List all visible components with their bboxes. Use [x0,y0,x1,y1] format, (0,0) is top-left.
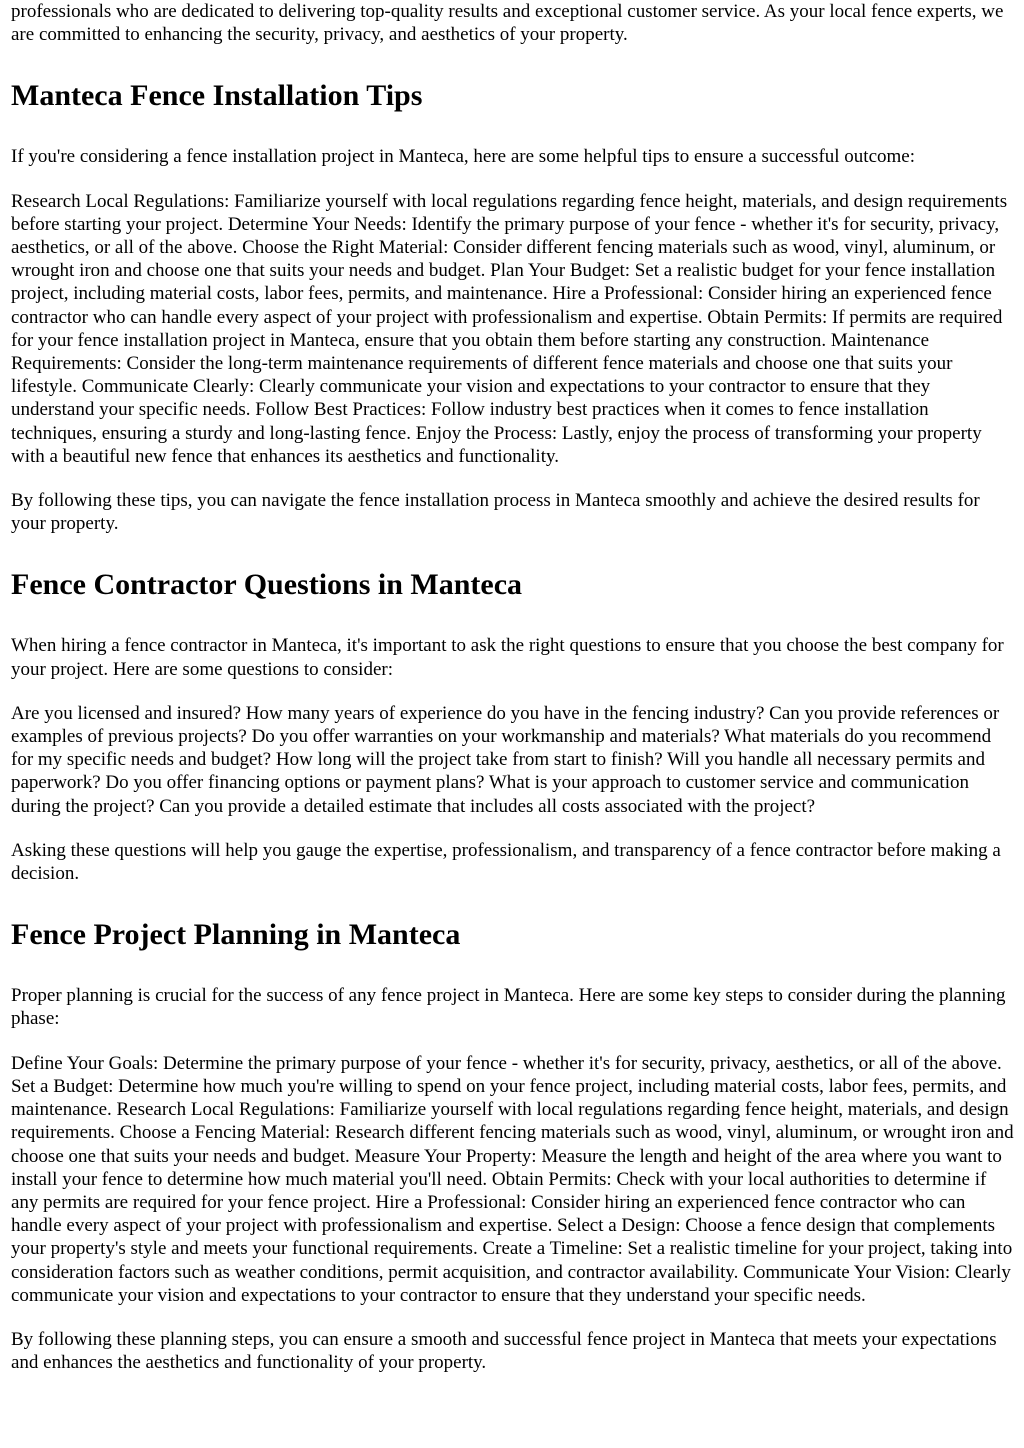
section-heading-project-planning: Fence Project Planning in Manteca [11,918,461,952]
section-paragraph: If you're considering a fence installation project in Manteca, here are some helpful tips to ensure a successful outcome: [11,146,916,168]
section-paragraph: By following these tips, you can navigate the fence installation process in Manteca smoothly and achieve the desired results for your property. [11,490,980,535]
section-paragraph: Are you licensed and insured? How many years of experience do you have in the fencing industry? Can you provide references or examples of previous projects? Do you offer warranties on your workmanship and materials? What materials do you recommend for my specific needs and budget? How long will the project take from start to finish? Will you handle all necessary permits and paperwork? Do you offer financing options or payment plans? What is your approach to customer service and communication during the project? Can you provide a detailed estimate that includes all costs associated with the project? [11,702,1000,817]
section-heading-contractor-questions: Fence Contractor Questions in Manteca [11,568,523,602]
section-heading-installation-tips: Manteca Fence Installation Tips [11,79,423,113]
document-page [11,0,1017,1374]
section-paragraph: When hiring a fence contractor in Manteca, it's important to ask the right questions to ensure that you choose the best company for your project. Here are some questions to consider: [11,635,1004,680]
intro-paragraph: professionals who are dedicated to delivering top-quality results and exceptional customer service. As your local fence experts, we are committed to enhancing the security, privacy, and aesthetics of your property. [11,1,1004,46]
section-paragraph: Define Your Goals: Determine the primary purpose of your fence - whether it's for security, privacy, aesthetics, or all of the above. Set a Budget: Determine how much you're willing to spend on your fence project, including material costs, labor fees, permits, and maintenance. Research Local Regulations: Familiarize yourself with local regulations regarding fence height, materials, and design requirements. Choose a Fencing Material: Research different fencing materials such as wood, vinyl, aluminum, or wrought iron and choose one that suits your needs and budget. Measure Your Property: Measure the length and height of the area where you want to install your fence to determine how much material you'll need. Obtain Permits: Check with your local authorities to determine if any permits are required for your fence project. Hire a Professional: Consider hiring an experienced fence contractor who can handle every aspect of your project with professionalism and expertise. Select a Design: Choose a fence design that complements your property's style and meets your functional requirements. Create a Timeline: Set a realistic timeline for your project, taking into consideration factors such as weather conditions, permit acquisition, and contractor availability. Communicate Your Vision: Clearly communicate your vision and expectations to your contractor to ensure that they understand your specific needs. [11,1052,1014,1306]
section-paragraph: By following these planning steps, you can ensure a smooth and successful fence project in Manteca that meets your expectations and enhances the aesthetics and functionality of your property. [11,1328,997,1374]
section-paragraph: Asking these questions will help you gauge the expertise, professionalism, and transparency of a fence contractor before making a decision. [11,839,1001,885]
section-paragraph: Research Local Regulations: Familiarize yourself with local regulations regarding fence height, materials, and design requirements before starting your project. Determine Your Needs: Identify the primary purpose of your fence - whether it's for security, privacy, aesthetics, or all of the above. Choose the Right Material: Consider different fencing materials such as wood, vinyl, aluminum, or wrought iron and choose one that suits your needs and budget. Plan Your Budget: Set a realistic budget for your fence installation project, including material costs, labor fees, permits, and maintenance. Hire a Professional: Consider hiring an experienced fence contractor who can handle every aspect of your project with professionalism and expertise. Obtain Permits: If permits are required for your fence installation project in Manteca, ensure that you obtain them before starting any construction. Maintenance Requirements: Consider the long-term maintenance requirements of different fence materials and choose one that suits your lifestyle. Communicate Clearly: Clearly communicate your vision and expectations to your contractor to ensure that they understand your specific needs. Follow Best Practices: Follow industry best practices when it comes to fence installation techniques, ensuring a sturdy and long-lasting fence. Enjoy the Process: Lastly, enjoy the process of transforming your property with a beautiful new fence that enhances its aesthetics and functionality. [11,190,1008,467]
section-paragraph: Proper planning is crucial for the success of any fence project in Manteca. Here are some key steps to consider during the planning phase: [11,985,1006,1030]
